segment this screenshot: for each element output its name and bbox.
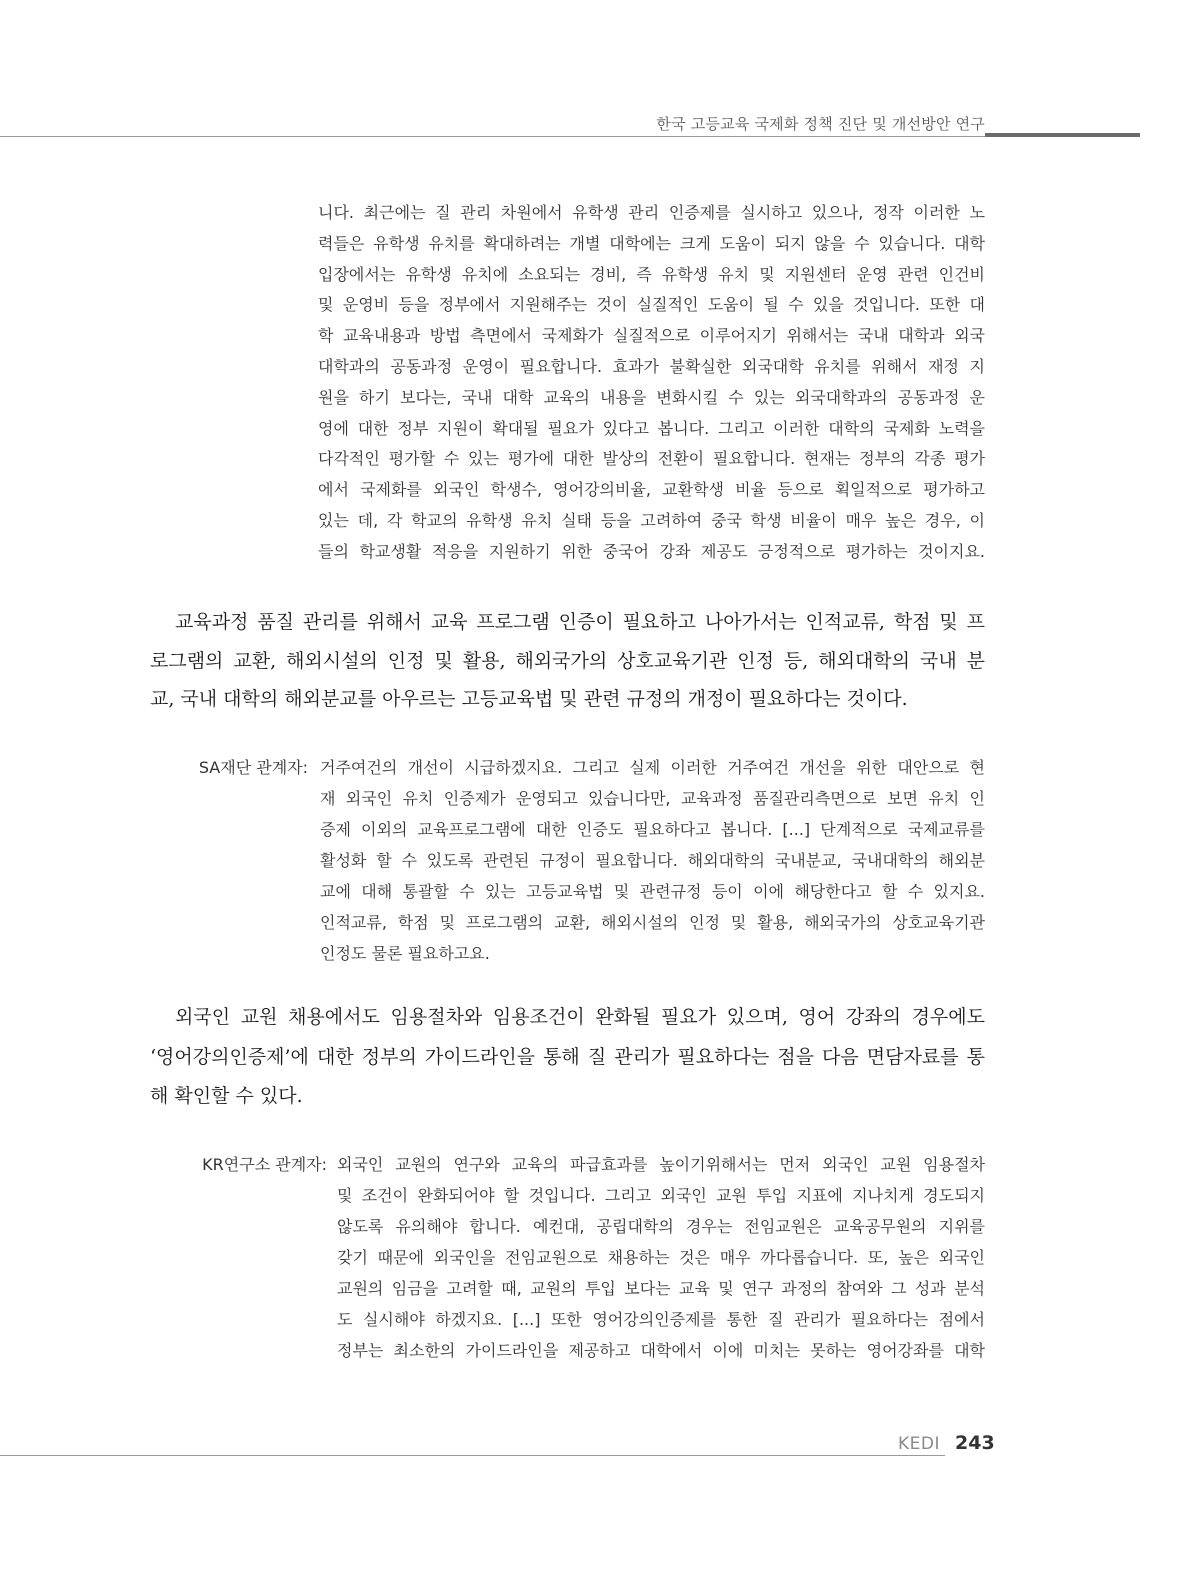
interview-line: 외국인 교원의 연구와 교육의 파급효과를 높이기위해서는 먼저 외국인 교원 임용절차 [337,1155,985,1174]
interview-line: 대학과의 공동과정 운영이 필요합니다. 효과가 불확실한 외국대학 유치를 위해서 재정 지 [318,356,985,376]
interview-line: 학 교육내용과 방법 측면에서 국제화가 실질적으로 이루어지기 위해서는 국내 대학과 외국 [318,326,985,346]
header-rule-accent [985,133,1140,137]
page-number: 243 [955,1432,995,1454]
interview-line: 거주여건의 개선이 시급하겠지요. 그리고 실제 이러한 거주여건 개선을 위한 대안으로 현 [320,758,985,777]
interview-line: 들의 학교생활 적응을 지원하기 위한 중국어 강좌 제공도 긍정적으로 평가하는 것이지요. [318,541,985,561]
running-header-title: 한국 고등교육 국제화 정책 진단 및 개선방안 연구 [656,115,985,133]
interview-line: 정부는 최소한의 가이드라인을 제공하고 대학에서 이에 미치는 못하는 영어강좌를 대학 [337,1341,985,1360]
interview-quote [337,1149,985,1366]
interview-speaker-label: SA재단 관계자: [198,758,308,777]
paragraph-line: 교육과정 품질 관리를 위해서 교육 프로그램 인증이 필요하고 나아가서는 인적교류, 학점 및 프 [175,611,985,633]
interview-line: 원을 하기 보다는, 국내 대학 교육의 내용을 변화시킬 수 있는 외국대학과의 공동과정 운 [318,387,985,407]
interview-quote-continued [318,198,985,568]
interview-speaker-label: KR연구소 관계자: [202,1155,327,1174]
header-rule [0,136,985,137]
interview-quote [320,752,985,969]
interview-line: 갖기 때문에 외국인을 전임교원으로 채용하는 것은 매우 까다롭습니다. 또, 높은 외국인 [337,1248,985,1267]
interview-line: 도 실시해야 하겠지요. [...] 또한 영어강의인증제를 통한 질 관리가 필요하다는 점에서 [337,1310,985,1329]
paragraph-line: 교, 국내 대학의 해외분교를 아우르는 고등교육법 및 관련 규정의 개정이 필요하다는 것이다. [150,688,908,710]
interview-line: 재 외국인 유치 인증제가 운영되고 있습니다만, 교육과정 품질관리측면으로 보면 유치 인 [320,789,985,808]
interview-line: 및 운영비 등을 정부에서 지원해주는 것이 실질적인 도움이 될 수 있을 것입니다. 또한 대 [318,295,985,315]
interview-line: 입장에서는 유학생 유치에 소요되는 경비, 즉 유학생 유치 및 지원센터 운영 관련 인건비 [318,264,985,284]
paragraph-line: ‘영어강의인증제’에 대한 정부의 가이드라인을 통해 질 관리가 필요하다는 점을 다음 면담자료를 통 [150,1045,985,1068]
paragraph-line: 로그램의 교환, 해외시설의 인정 및 활용, 해외국가의 상호교육기관 인정 등, 해외대학의 국내 분 [150,649,985,672]
interview-line: 있는 데, 각 학교의 유학생 유치 실태 등을 고려하여 중국 학생 비율이 매우 높은 경우, 이 [318,510,985,530]
paragraph-line: 해 확인할 수 있다. [150,1085,303,1107]
interview-line: 다각적인 평가할 수 있는 평가에 대한 발상의 전환이 필요합니다. 현재는 정부의 각종 평가 [318,449,985,469]
body-paragraph [150,603,985,719]
interview-line: 및 조건이 완화되어야 할 것입니다. 그리고 외국인 교원 투입 지표에 지나치게 경도되지 [337,1186,985,1205]
interview-line: 인정도 물론 필요하고요. [320,944,490,963]
footer-rule [0,1455,945,1456]
paragraph-line: 외국인 교원 채용에서도 임용절차와 임용조건이 완화될 필요가 있으며, 영어 강좌의 경우에도 [175,1006,985,1028]
interview-line: 교원의 임금을 고려할 때, 교원의 투입 보다는 교육 및 연구 과정의 참여와 그 성과 분석 [337,1279,985,1298]
interview-line: 력들은 유학생 유치를 확대하려는 개별 대학에는 크게 도움이 되지 않을 수 있습니다. 대학 [318,233,985,253]
interview-line: 니다. 최근에는 질 관리 차원에서 유학생 관리 인증제를 실시하고 있으나, 정작 이러한 노 [318,203,985,222]
body-paragraph [150,998,985,1117]
interview-line: 에서 국제화를 외국인 학생수, 영어강의비율, 교환학생 비율 등으로 획일적으로 평가하고 [318,480,985,500]
footer-publisher: KEDI [898,1434,940,1454]
interview-line: 않도록 유의해야 합니다. 예컨대, 공립대학의 경우는 전임교원은 교육공무원의 지위를 [337,1217,985,1236]
interview-line: 영에 대한 정부 지원이 확대될 필요가 있다고 봅니다. 그리고 이러한 대학의 국제화 노력을 [318,418,985,438]
interview-line: 활성화 할 수 있도록 관련된 규정이 필요합니다. 해외대학의 국내분교, 국내대학의 해외분 [320,851,985,870]
interview-line: 인적교류, 학점 및 프로그램의 교환, 해외시설의 인정 및 활용, 해외국가의 상호교육기관 [320,913,985,932]
interview-line: 교에 대해 통괄할 수 있는 고등교육법 및 관련규정 등이 이에 해당한다고 할 수 있지요. [320,882,985,901]
interview-line: 증제 이외의 교육프로그램에 대한 인증도 필요하다고 봅니다. [...] 단계적으로 국제교류를 [320,820,985,839]
